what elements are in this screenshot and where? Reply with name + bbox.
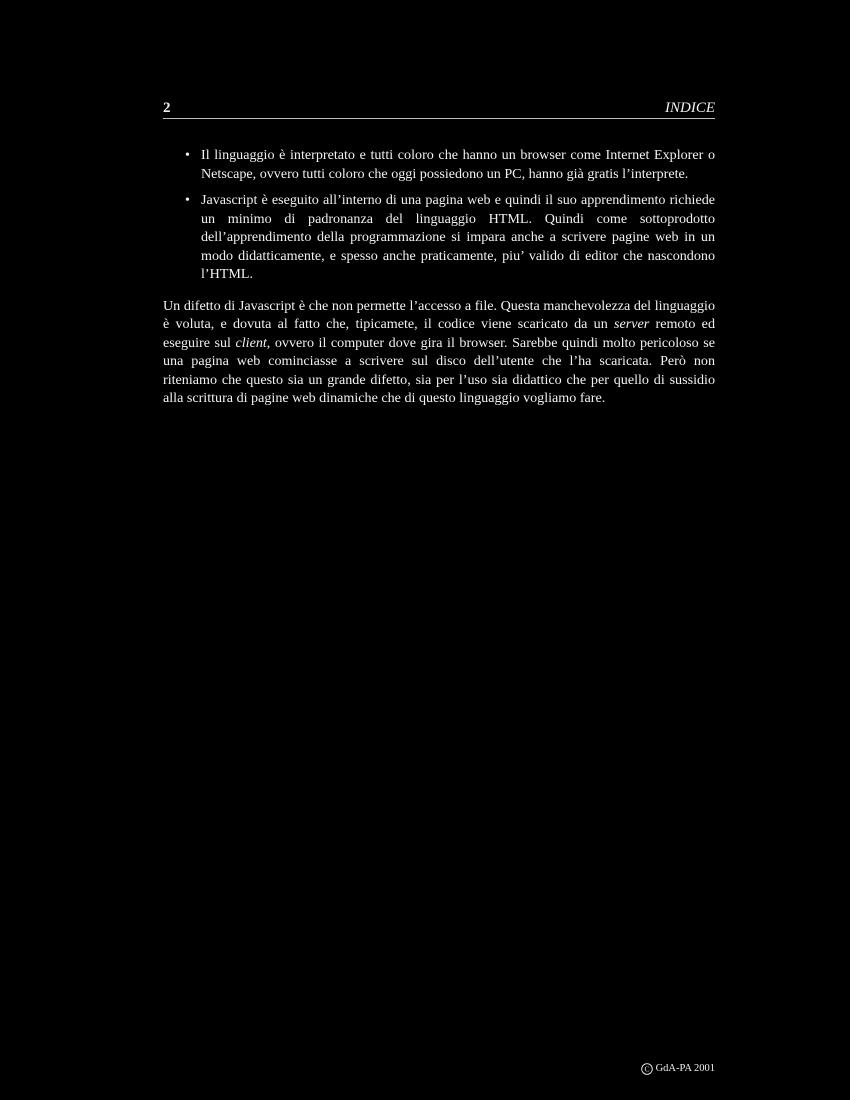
footer-text: GdA-PA 2001 (655, 1063, 715, 1074)
bullet-item: • Javascript è eseguito all’interno di una pagina web e quindi il suo apprendimento richiede un minimo di padronanza del linguaggio HTML. Quindi come sottoprodotto dell’apprendimento della programmazione si impara anche a scrivere pagine web in un modo didatticamente, e spesso anche praticamente, piu’ valido di editor che nascondono l’HTML. (163, 191, 715, 284)
page-header (163, 98, 715, 119)
emphasis-client: client (235, 334, 267, 351)
footer (641, 1062, 715, 1076)
running-head: INDICE (665, 100, 715, 116)
page-number: 2 (163, 100, 171, 116)
emphasis-server: server (614, 316, 650, 332)
paragraph-text: remoto ed eseguire sul (163, 316, 715, 351)
main-content (163, 146, 715, 408)
paragraph-text: Un difetto di Javascript è che non permette l’accesso a file. Questa manchevolezza del linguaggio è voluta, e dovuta al fatto che, tipicamete, il codice viene scaricato da un (163, 297, 715, 332)
body-paragraph (163, 297, 715, 408)
copyright-icon (641, 1063, 653, 1075)
bullet-list (163, 146, 715, 284)
bullet-item: • Il linguaggio è interpretato e tutti coloro che hanno un browser come Internet Explorer o Netscape, ovvero tutti coloro che oggi possiedono un PC, hanno già gratis l’interprete. (163, 146, 715, 183)
svg-text:C: C (644, 1064, 650, 1074)
paragraph-text: , ovvero il computer dove gira il browser. Sarebbe quindi molto pericoloso se una pagina web cominciasse a scrivere sul disco dell’utente che l’ha scaricata. Però non riteniamo che questo sia un grande difetto, sia per l’uso sia didattico che per quello di sussidio alla scrittura di pagine web dinamiche che di questo linguaggio vogliamo fare. (163, 334, 715, 406)
